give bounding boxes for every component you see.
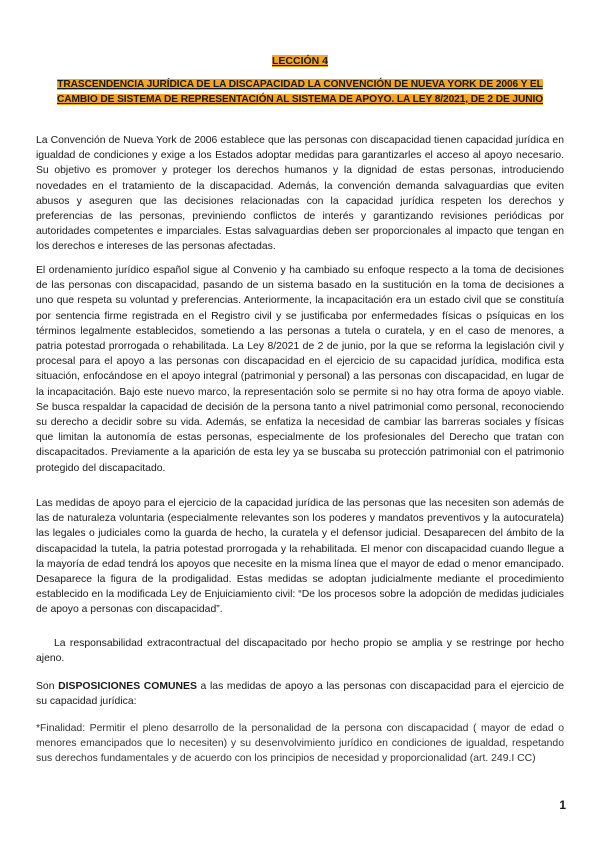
paragraph-liability: La responsabilidad extracontractual del discapacitado por hecho propio se amplia y se restringe por hecho ajeno. — [36, 638, 564, 665]
paragraph-support-measures: Las medidas de apoyo para el ejercicio de la capacidad jurídica de las personas que las necesiten son además de las de naturaleza voluntaria (especialmente relevantes son los poderes y mandatos preventivos y la autocuratela) las legales o judiciales como la guarda de hecho, la curatela y el defensor judicial. Desaparecen del ámbito de la discapacidad la tutela, la patria potestad prorrogada y la rehabilitada. El menor con discapacidad cuando llegue a la mayoría de edad tendrá los apoyos que necesite en la misma línea que el mayor de edad o menor emancipado. Desaparece la figura de la prodigalidad. Estas medidas se adoptan judicialmente mediante el procedimiento establecido en la modificada Ley de Enjuiciamiento civil: “De los procesos sobre la adopción de medidas judiciales de apoyo a personas con discapacidad”. — [36, 498, 564, 616]
lesson-title: LECCIÓN 4 — [271, 55, 328, 67]
page-number: 1 — [559, 798, 566, 812]
common-provisions-label: DISPOSICIONES COMUNES — [58, 681, 197, 692]
paragraph-convention: La Convención de Nueva York de 2006 establece que las personas con discapacidad tienen capacidad jurídica en igualdad de condiciones y exige a los Estados adoptar medidas para garantizarles el acceso al apoyo necesario. Su objetivo es promover y proteger los derechos humanos y la dignidad de estas personas, introduciendo novedades en el tratamiento de la discapacidad. Además, la convención demanda salvaguardias que eviten abusos y aseguren que las decisiones relacionadas con la capacidad jurídica respeten los derechos y preferencias de las personas, previniendo conflictos de interés y garantizando revisiones periódicas por autoridades competentes e imparciales. Estas salvaguardias deben ser proporcionales al impacto que tengan en los derechos e intereses de las personas afectadas. — [36, 135, 564, 253]
page-heading: TRASCENDENCIA JURÍDICA DE LA DISCAPACIDAD LA CONVENCIÓN DE NUEVA YORK DE 2006 Y EL CAMBIO DE SISTEMA DE REPRESENTACIÓN AL SISTEMA DE APOYO. LA LEY 8/2021, DE 2 DE JUNIO — [56, 79, 544, 105]
paragraph-common-provisions: Son DISPOSICIONES COMUNES a las medidas de apoyo a las personas con discapacidad para el ejercicio de su capacidad jurídica: — [36, 681, 564, 708]
paragraph-spanish-law: El ordenamiento jurídico español sigue al Convenio y ha cambiado su enfoque respecto a la toma de decisiones de las personas con discapacidad, pasando de un sistema basado en la sustitución en la toma de decisiones a uno que respeta su voluntad y preferencias. Anteriormente, la incapacitación era un estado civil que se constituía por sentencia firme registrada en el Registro civil y se justificaba por enfermedades físicas o psíquicas en los términos legalmente establecidos, sometiendo a las personas a tutela o curatela, y en el caso de menores, a patria potestad prorrogada o rehabilitada. La Ley 8/2021 de 2 de junio, por la que se reforma la legislación civil y procesal para el apoyo a las personas con discapacidad en el ejercicio de su capacidad jurídica, modifica esta situación, enfocándose en el apoyo integral (patrimonial y personal) a las personas con discapacidad, en lugar de la incapacitación. Bajo este nuevo marco, la representación solo se permite si no hay otra forma de apoyo viable. Se busca respaldar la capacidad de decisión de la persona tanto a nivel patrimonial como personal, reconociendo su derecho a decidir sobre su vida. Además, se enfatiza la necesidad de cambiar las barreras sociales y físicas que limitan la autonomía de estas personas, especialmente de los profesionales del Derecho que tratan con discapacitados. Previamente a la aparición de esta ley ya se buscaba su protección patrimonial con el patrimonio protegido del discapacitado. — [36, 265, 564, 474]
paragraph-purpose: *Finalidad: Permitir el pleno desarrollo de la personalidad de la persona con discapacidad ( mayor de edad o menores emancipados que lo necesiten) y su desenvolvimiento jurídico en condiciones de igualdad, respetando sus derechos fundamentales y de acuerdo con los principios de necesidad y proporcionalidad (art. 249.I CC) — [36, 723, 564, 765]
